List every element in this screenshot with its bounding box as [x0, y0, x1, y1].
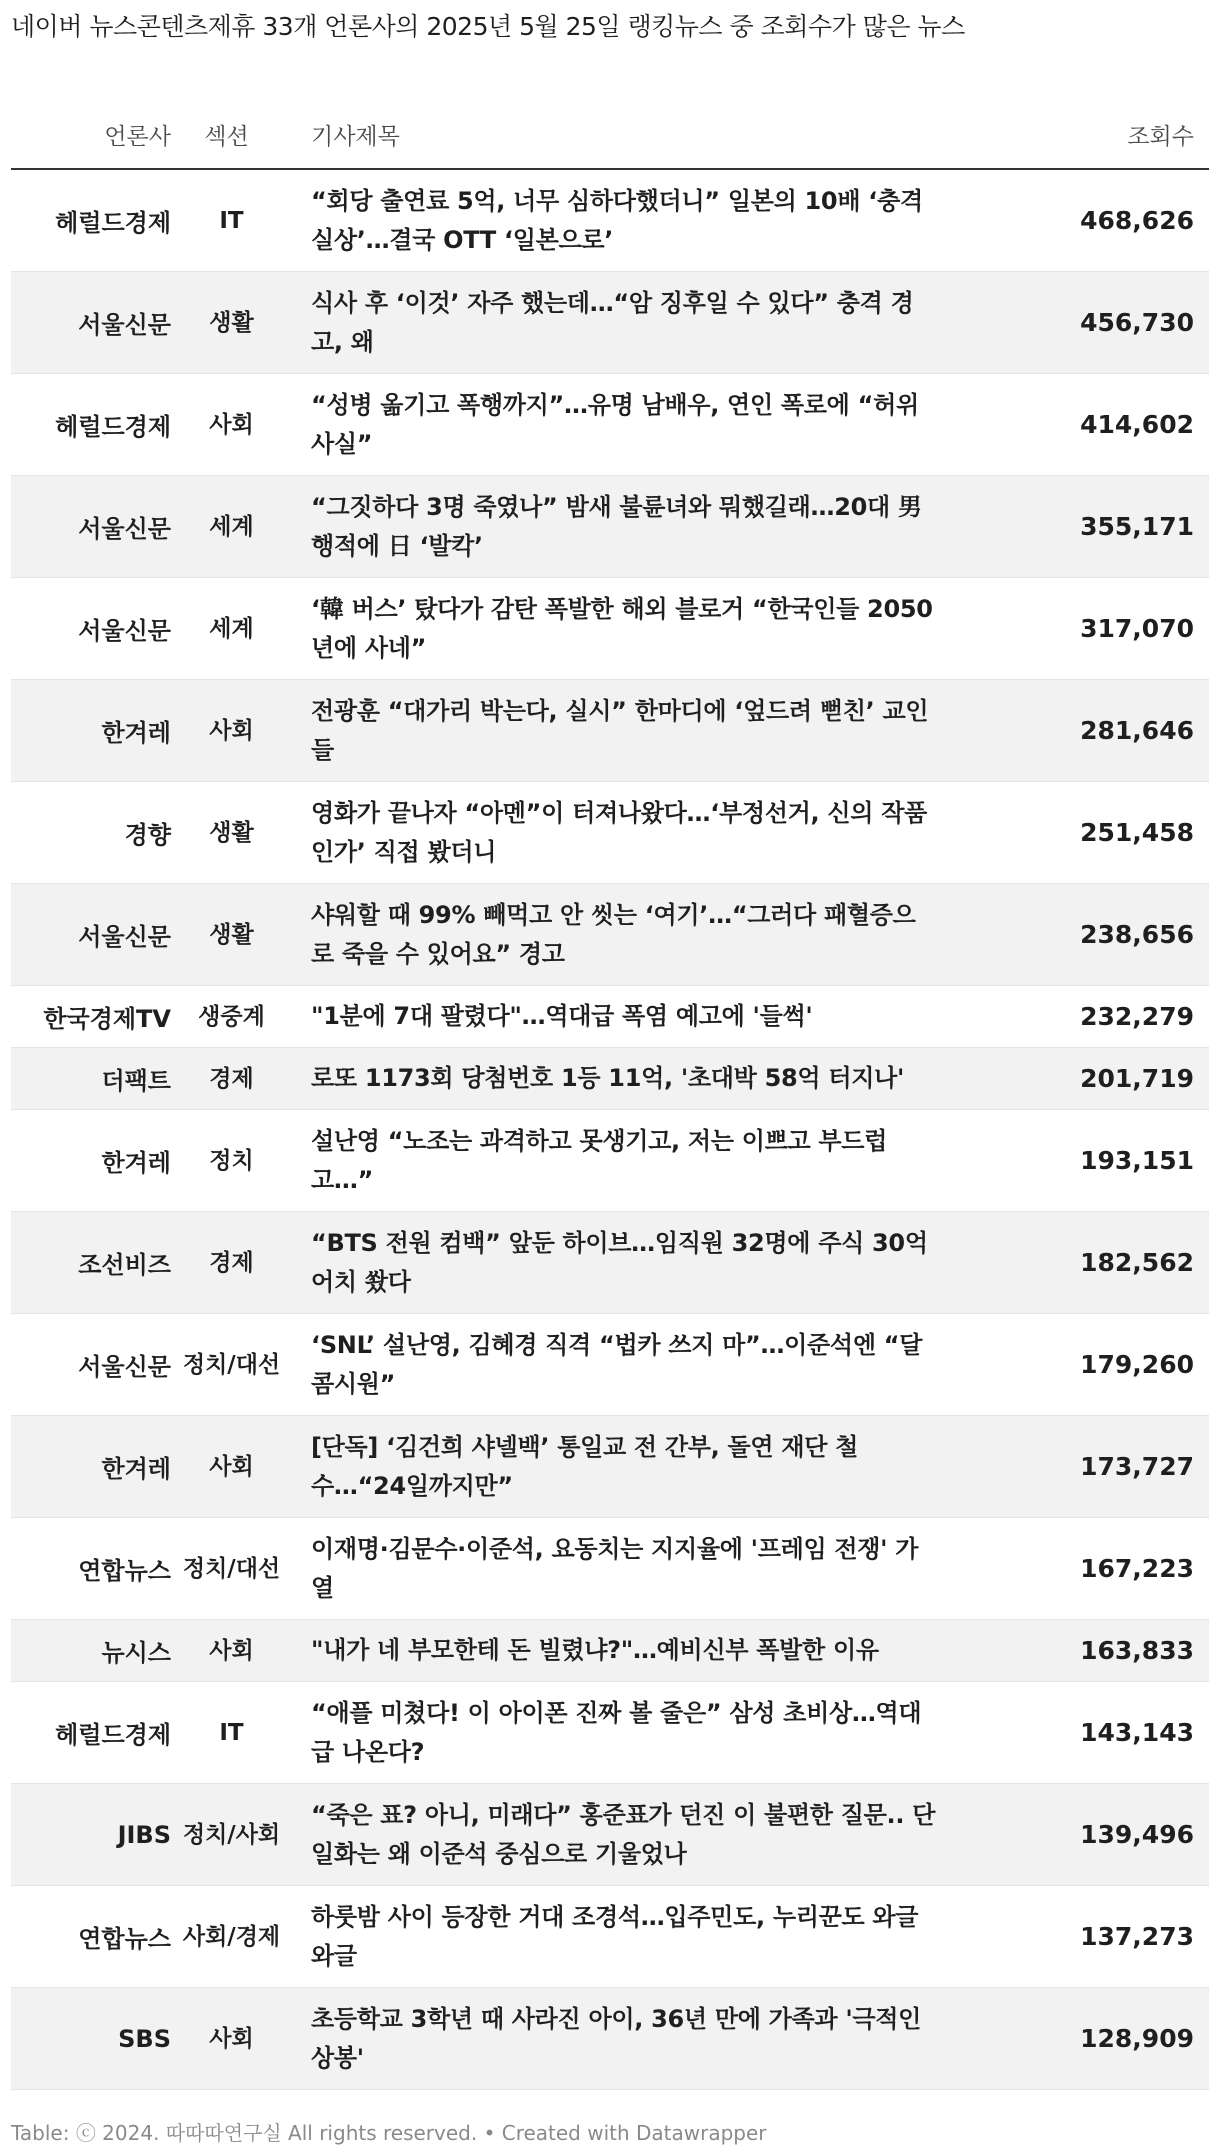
cell-title: “죽은 표? 아니, 미래다” 홍준표가 던진 이 불편한 질문.. 단일화는 왜 이준석 중심으로 기울었나	[296, 1784, 956, 1886]
cell-title: 이재명·김문수·이준석, 요동치는 지지율에 '프레임 전쟁' 가열	[296, 1518, 956, 1620]
table-row	[11, 680, 1209, 782]
table-row	[11, 1314, 1209, 1416]
cell-title: 식사 후 ‘이것’ 자주 했는데…“암 징후일 수 있다” 충격 경고, 왜	[296, 272, 956, 374]
cell-outlet: 한국경제TV	[11, 986, 171, 1048]
table-row	[11, 1620, 1209, 1682]
cell-section: 생활	[171, 782, 296, 884]
cell-views: 179,260	[956, 1314, 1209, 1416]
table-row	[11, 1048, 1209, 1110]
ranking-table	[11, 100, 1209, 2090]
cell-title: "1분에 7대 팔렸다"…역대급 폭염 예고에 '들썩'	[296, 986, 956, 1048]
cell-section: 정치/사회	[171, 1784, 296, 1886]
cell-title: [단독] ‘김건희 샤넬백’ 통일교 전 간부, 돌연 재단 철수…“24일까지만”	[296, 1416, 956, 1518]
cell-views: 281,646	[956, 680, 1209, 782]
cell-outlet: JIBS	[11, 1784, 171, 1886]
table-row	[11, 578, 1209, 680]
table-row	[11, 986, 1209, 1048]
table-row	[11, 1682, 1209, 1784]
cell-title: 설난영 “노조는 과격하고 못생기고, 저는 이쁘고 부드럽고…”	[296, 1110, 956, 1212]
cell-title: ‘SNL’ 설난영, 김혜경 직격 “법카 쓰지 마”…이준석엔 “달콤시원”	[296, 1314, 956, 1416]
cell-views: 139,496	[956, 1784, 1209, 1886]
header-row	[11, 100, 1209, 169]
cell-views: 201,719	[956, 1048, 1209, 1110]
cell-section: 정치/대선	[171, 1314, 296, 1416]
cell-title: ‘韓 버스’ 탔다가 감탄 폭발한 해외 블로거 “한국인들 2050년에 사네”	[296, 578, 956, 680]
cell-section: 사회	[171, 374, 296, 476]
table-row	[11, 1988, 1209, 2090]
cell-section: 사회	[171, 1988, 296, 2090]
cell-section: 생활	[171, 884, 296, 986]
cell-title: “BTS 전원 컴백” 앞둔 하이브…임직원 32명에 주식 30억어치 쐈다	[296, 1212, 956, 1314]
cell-views: 163,833	[956, 1620, 1209, 1682]
column-header-outlet: 언론사	[11, 100, 171, 169]
cell-outlet: 한겨레	[11, 1416, 171, 1518]
cell-section: 사회	[171, 680, 296, 782]
cell-section: 경제	[171, 1212, 296, 1314]
cell-views: 182,562	[956, 1212, 1209, 1314]
cell-section: 사회/경제	[171, 1886, 296, 1988]
cell-section: IT	[171, 1682, 296, 1784]
cell-outlet: 서울신문	[11, 272, 171, 374]
cell-views: 193,151	[956, 1110, 1209, 1212]
cell-section: 정치/대선	[171, 1518, 296, 1620]
cell-title: “회당 출연료 5억, 너무 심하다했더니” 일본의 10배 ‘충격 실상’…결국 OTT ‘일본으로’	[296, 169, 956, 272]
cell-section: 사회	[171, 1416, 296, 1518]
cell-outlet: 서울신문	[11, 476, 171, 578]
table-row	[11, 1784, 1209, 1886]
cell-title: 하룻밤 사이 등장한 거대 조경석…입주민도, 누리꾼도 와글와글	[296, 1886, 956, 1988]
cell-title: 샤워할 때 99% 빼먹고 안 씻는 ‘여기’…“그러다 패혈증으로 죽을 수 있어요” 경고	[296, 884, 956, 986]
column-header-views: 조회수	[956, 100, 1209, 169]
cell-title: “성병 옮기고 폭행까지”…유명 남배우, 연인 폭로에 “허위사실”	[296, 374, 956, 476]
cell-outlet: 조선비즈	[11, 1212, 171, 1314]
table-header	[11, 100, 1209, 169]
cell-outlet: SBS	[11, 1988, 171, 2090]
cell-outlet: 뉴시스	[11, 1620, 171, 1682]
cell-section: 경제	[171, 1048, 296, 1110]
cell-section: 생활	[171, 272, 296, 374]
cell-views: 232,279	[956, 986, 1209, 1048]
cell-outlet: 서울신문	[11, 578, 171, 680]
cell-views: 317,070	[956, 578, 1209, 680]
table-row	[11, 1416, 1209, 1518]
cell-views: 456,730	[956, 272, 1209, 374]
cell-outlet: 헤럴드경제	[11, 1682, 171, 1784]
cell-outlet: 서울신문	[11, 1314, 171, 1416]
cell-views: 238,656	[956, 884, 1209, 986]
cell-views: 128,909	[956, 1988, 1209, 2090]
cell-section: 생중계	[171, 986, 296, 1048]
cell-views: 137,273	[956, 1886, 1209, 1988]
table-body	[11, 169, 1209, 2090]
cell-outlet: 한겨레	[11, 680, 171, 782]
cell-views: 167,223	[956, 1518, 1209, 1620]
cell-outlet: 서울신문	[11, 884, 171, 986]
cell-section: 정치	[171, 1110, 296, 1212]
cell-title: 로또 1173회 당첨번호 1등 11억, '초대박 58억 터지나'	[296, 1048, 956, 1110]
cell-title: "내가 네 부모한테 돈 빌렸냐?"…예비신부 폭발한 이유	[296, 1620, 956, 1682]
cell-section: 사회	[171, 1620, 296, 1682]
column-header-title: 기사제목	[296, 100, 956, 169]
cell-title: 전광훈 “대가리 박는다, 실시” 한마디에 ‘엎드려 뻗친’ 교인들	[296, 680, 956, 782]
table-row	[11, 884, 1209, 986]
table-row	[11, 782, 1209, 884]
cell-title: 영화가 끝나자 “아멘”이 터져나왔다…‘부정선거, 신의 작품인가’ 직접 봤더니	[296, 782, 956, 884]
table-footer: Table: ⓒ 2024. 따따따연구실 All rights reserved. • Created with Datawrapper	[11, 2121, 767, 2145]
table-row	[11, 1212, 1209, 1314]
table-row	[11, 1110, 1209, 1212]
table-row	[11, 1518, 1209, 1620]
table-row	[11, 272, 1209, 374]
cell-title: “그짓하다 3명 죽였나” 밤새 불륜녀와 뭐했길래…20대 男 행적에 日 ‘발칵’	[296, 476, 956, 578]
cell-outlet: 경향	[11, 782, 171, 884]
table-row	[11, 169, 1209, 272]
cell-title: 초등학교 3학년 때 사라진 아이, 36년 만에 가족과 '극적인 상봉'	[296, 1988, 956, 2090]
cell-views: 173,727	[956, 1416, 1209, 1518]
table-row	[11, 374, 1209, 476]
cell-views: 143,143	[956, 1682, 1209, 1784]
page-title: 네이버 뉴스콘텐츠제휴 33개 언론사의 2025년 5월 25일 랭킹뉴스 중 조회수가 많은 뉴스	[11, 12, 965, 41]
cell-outlet: 더팩트	[11, 1048, 171, 1110]
table-row	[11, 476, 1209, 578]
cell-views: 355,171	[956, 476, 1209, 578]
cell-section: 세계	[171, 476, 296, 578]
cell-views: 414,602	[956, 374, 1209, 476]
cell-outlet: 한겨레	[11, 1110, 171, 1212]
cell-section: 세계	[171, 578, 296, 680]
cell-views: 251,458	[956, 782, 1209, 884]
cell-outlet: 헤럴드경제	[11, 374, 171, 476]
cell-outlet: 연합뉴스	[11, 1886, 171, 1988]
cell-title: “애플 미쳤다! 이 아이폰 진짜 볼 줄은” 삼성 초비상…역대급 나온다?	[296, 1682, 956, 1784]
cell-outlet: 헤럴드경제	[11, 169, 171, 272]
cell-section: IT	[171, 169, 296, 272]
table-row	[11, 1886, 1209, 1988]
cell-views: 468,626	[956, 169, 1209, 272]
cell-outlet: 연합뉴스	[11, 1518, 171, 1620]
column-header-section: 섹션	[171, 100, 296, 169]
